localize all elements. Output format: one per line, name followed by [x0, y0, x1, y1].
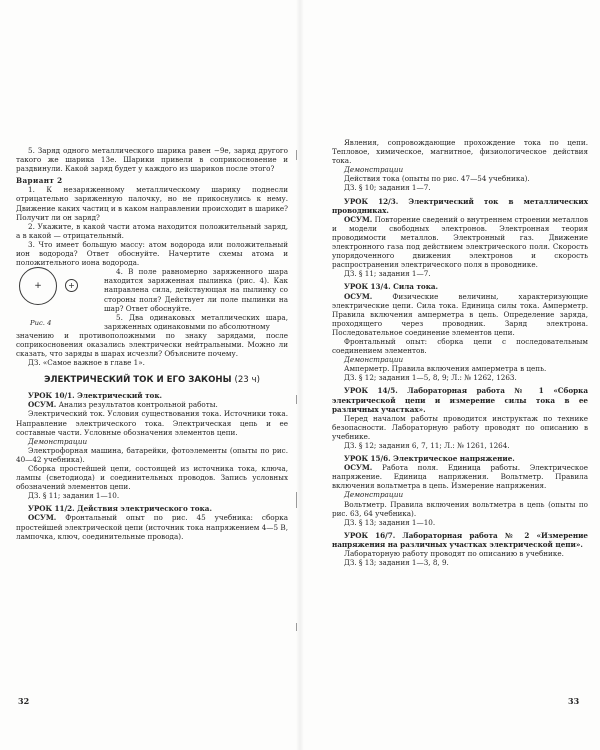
- variant-2-question-4: 4. В поле равномерно заряженного шара находится заряженная пылинка (рис. 4). Как направлена сила, действующая на пылинку со стороны поля? Действует ли поле пылинки на шар? Ответ обоснуйте.: [104, 267, 288, 313]
- lesson-14-homework: ДЗ. § 12; задания 6, 7, 11; Л.: № 1261, 1264.: [344, 441, 510, 450]
- variant-2-question-1: 1. К незаряженному металлическому шарику поднесли отрицательно заряженную палочку, но не прикоснулись к нему. Движение каких частиц и в каком направлении происходит в шарике? Получит ли он заряд?: [16, 185, 288, 222]
- lesson-10-homework: ДЗ. § 11; задания 1—10.: [28, 491, 120, 501]
- demo-label: Демонстрации: [344, 165, 404, 175]
- lesson-14-title: УРОК 14/5. Лабораторная работа № 1 «Сборка электрической цепи и измерение силы тока в ее различных участках».: [332, 386, 588, 414]
- lesson-12-title: УРОК 12/3. Электрический ток в металлических проводниках.: [332, 196, 588, 215]
- variant-2-question-5-head: 5. Два одинаковых металлических шара, заряженных одинаковыми по абсолютному: [104, 312, 288, 331]
- lesson-13-frontal: Фронтальный опыт: сборка цепи с последовательным соединением элементов.: [332, 336, 588, 356]
- lesson-11-homework: ДЗ. § 10; задания 1—7.: [344, 183, 431, 193]
- section-hours: (23 ч): [234, 375, 260, 386]
- variant-title: Вариант 2: [16, 176, 63, 186]
- variant-2-question-5-tail: значению и противоположными по знаку зарядами, после соприкосновения оказались электрически нейтральными. Можно ли сказать, что заряды в шарах исчезли? Объясните почему.: [16, 330, 288, 359]
- lesson-15-homework: ДЗ. § 13; задания 1—10.: [344, 517, 436, 527]
- lesson-16-title: УРОК 16/7. Лабораторная работа № 2 «Измерение напряжения на различных участках электрической цепи».: [332, 530, 588, 549]
- lesson-10-title: УРОК 10/1. Электрический ток.: [28, 391, 163, 401]
- lesson-11-continued: Явления, сопровождающие прохождение тока по цепи. Тепловое, химическое, магнитное, физиологическое действия тока.: [332, 138, 588, 166]
- osum-label: ОСУМ.: [344, 463, 373, 473]
- lesson-15-osum: [332, 463, 588, 490]
- figure-4-block: [16, 267, 288, 331]
- homework-chapter: ДЗ. «Самое важное в главе 1».: [28, 358, 145, 368]
- osum-label: ОСУМ.: [344, 214, 373, 224]
- page-number-right: 33: [568, 696, 580, 706]
- lesson-13-osum: [332, 292, 588, 337]
- charged-sphere-figure: [19, 267, 57, 305]
- plus-sign: +: [68, 280, 75, 290]
- variant-2-question-3: 3. Что имеет большую массу: атом водорода или положительный ион водорода? Ответ обоснуйте. Начертите схемы атома и положительного иона водорода.: [16, 239, 288, 268]
- page-number-left: 32: [18, 696, 30, 706]
- lesson-10-demo-text: Электрофорная машина, батарейки, фотоэлементы (опыты по рис. 40—42 учебника).: [16, 445, 288, 464]
- lesson-12-homework: ДЗ. § 11; задания 1—7.: [344, 269, 431, 279]
- section-title: [16, 375, 288, 386]
- lesson-16-homework: ДЗ. § 13; задания 1—3, 8, 9.: [344, 558, 449, 568]
- lesson-15-title: УРОК 15/6. Электрическое напряжение.: [344, 454, 515, 464]
- osum-text: Фронтальный опыт по рис. 45 учебника: сборка простейшей электрической цепи (источник тока напряжением 4—5 В, лампочка, ключ, соединительные провода).: [16, 513, 288, 541]
- lesson-13-homework: ДЗ. § 12; задания 1—5, 8, 9; Л.: № 1262, 1263.: [344, 373, 517, 383]
- figure-4: [16, 267, 96, 342]
- lesson-10-body: Электрический ток. Условия существования тока. Источники тока. Направление электрического тока. Электрическая цепь и ее составные части. Условные обозначения элементов цепи.: [16, 409, 288, 437]
- section-title-text: ЭЛЕКТРИЧЕСКИЙ ТОК И ЕГО ЗАКОНЫ: [44, 375, 232, 386]
- variant-2-question-2: 2. Укажите, в какой части атома находится положительный заряд, а в какой — отрицательный.: [16, 221, 288, 240]
- lesson-14-text: Перед началом работы проводится инструктаж по технике безопасности. Лабораторную работу проводят по описанию в учебнике.: [332, 413, 588, 441]
- lesson-11-title: УРОК 11/2. Действия электрического тока.: [28, 504, 212, 514]
- lesson-13-title: УРОК 13/4. Сила тока.: [344, 282, 439, 292]
- question-5: 5. Заряд одного металлического шарика равен −9е, заряд другого такого же шарика 13е. Шарики привели в соприкосновение и раздвинули. Какой заряд будет у каждого из шариков после этого?: [16, 146, 288, 174]
- osum-label: ОСУМ.: [344, 291, 373, 301]
- plus-sign: +: [34, 280, 42, 291]
- lesson-10-demo-label: Демонстрации: [28, 436, 88, 446]
- figure-caption: Рис. 4: [30, 319, 52, 328]
- lesson-10-osum: [16, 400, 288, 409]
- demo-text: Действия тока (опыты по рис. 47—54 учебника).: [344, 174, 530, 184]
- lesson-11-osum: [16, 513, 288, 540]
- lesson-12-osum: [332, 215, 588, 270]
- lesson-10-demo-text-2: Сборка простейшей цепи, состоящей из источника тока, ключа, лампы (светодиода) и соединительных проводов. Запись условных обозначений элементов цепи.: [16, 464, 288, 492]
- osum-text: Физические величины, характеризующие электрические цепи. Сила тока. Единица силы тока. Амперметр. Правила включения амперметра в цепь. Определение заряда, проходящего через проводник. Заряд электрона. Последовательное соединение элементов цепи.: [332, 291, 588, 337]
- osum-text: Работа поля. Единица работы. Электрическое напряжение. Единица напряжения. Вольтметр. Правила включения вольтметра в цепь. Измерение напряжения.: [332, 463, 588, 491]
- osum-label: ОСУМ.: [28, 400, 57, 410]
- lesson-16-text: Лабораторную работу проводят по описанию в учебнике.: [344, 549, 564, 559]
- osum-text: Повторение сведений о внутреннем строении металлов и модели свободных электронов. Электронная теория проводимости металлов. Электронный газ. Движение электронного газа под действием электрического поля. Скорость упорядоченного движения электронов и скорость распространения электрического поля в проводнике.: [332, 214, 589, 270]
- osum-label: ОСУМ.: [28, 513, 57, 523]
- lesson-13-demo-label: Демонстрации: [344, 355, 404, 365]
- lesson-13-demo-text: Амперметр. Правила включения амперметра в цепь.: [344, 364, 547, 374]
- lesson-15-demo-text: Вольтметр. Правила включения вольтметра в цепь (опыты по рис. 63, 64 учебника).: [332, 499, 588, 518]
- osum-text: Анализ результатов контрольной работы.: [58, 400, 218, 410]
- figure-wrap-text: [104, 267, 288, 331]
- right-page: [300, 0, 600, 750]
- lesson-15-demo-label: Демонстрации: [344, 490, 404, 500]
- dust-particle-figure: [65, 279, 78, 292]
